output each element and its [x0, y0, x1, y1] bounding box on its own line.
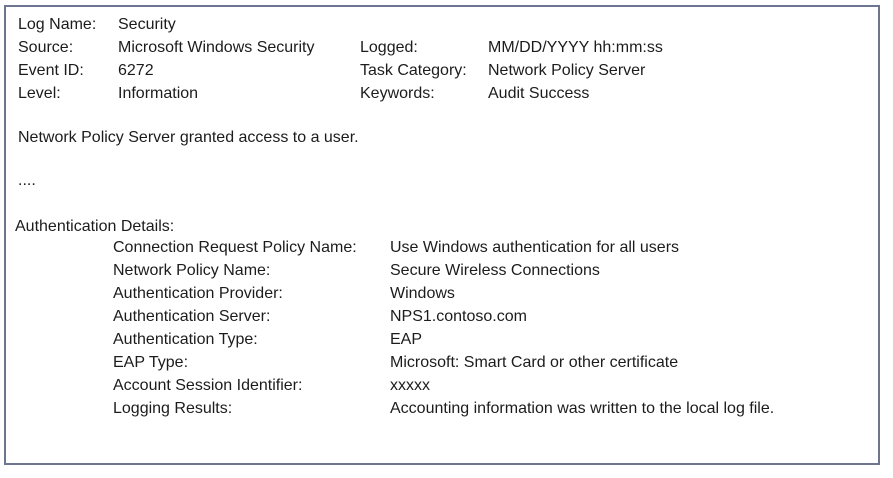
detail-row	[6, 282, 878, 305]
detail-label: Connection Request Policy Name:	[113, 239, 357, 256]
field-value: Network Policy Server	[488, 62, 646, 79]
detail-row	[6, 305, 878, 328]
field-label	[360, 13, 488, 36]
detail-value: Windows	[390, 285, 455, 302]
detail-value: Accounting information was written to the local log file.	[390, 400, 775, 417]
event-log-panel	[4, 5, 880, 465]
field-label: Level:	[18, 85, 61, 102]
detail-row	[6, 236, 878, 259]
event-header	[6, 13, 878, 105]
detail-value: Use Windows authentication for all users	[390, 239, 680, 256]
field-value: MM/DD/YYYY hh:mm:ss	[488, 39, 663, 56]
field-label: Log Name:	[18, 16, 97, 33]
detail-label: EAP Type:	[113, 354, 189, 371]
detail-value: NPS1.contoso.com	[390, 308, 527, 325]
ellipsis-text: ....	[18, 172, 36, 189]
field-value	[488, 13, 878, 36]
detail-label: Network Policy Name:	[113, 262, 271, 279]
field-label: Keywords:	[360, 85, 435, 102]
field-value: 6272	[118, 62, 154, 79]
field-label: Source:	[18, 39, 74, 56]
authentication-details	[6, 236, 878, 420]
detail-label: Logging Results:	[113, 400, 233, 417]
detail-label: Authentication Server:	[113, 308, 271, 325]
detail-label: Authentication Provider:	[113, 285, 283, 302]
detail-value: EAP	[390, 331, 423, 348]
event-message: Network Policy Server granted access to a user.	[18, 129, 359, 146]
header-row	[6, 59, 878, 82]
detail-label: Authentication Type:	[113, 331, 258, 348]
detail-row	[6, 397, 878, 420]
detail-label: Account Session Identifier:	[113, 377, 303, 394]
section-title: Authentication Details:	[15, 218, 175, 235]
field-value: Security	[118, 16, 176, 33]
detail-row	[6, 328, 878, 351]
field-label: Task Category:	[360, 62, 467, 79]
detail-value: Secure Wireless Connections	[390, 262, 600, 279]
detail-value: Microsoft: Smart Card or other certificate	[390, 354, 679, 371]
field-value: Audit Success	[488, 85, 590, 102]
field-label: Logged:	[360, 39, 418, 56]
detail-row	[6, 374, 878, 397]
field-value: Information	[118, 85, 199, 102]
header-row	[6, 13, 878, 36]
field-value: Microsoft Windows Security	[118, 39, 315, 56]
detail-value: xxxxx	[390, 377, 430, 394]
detail-row	[6, 351, 878, 374]
field-label: Event ID:	[18, 62, 84, 79]
header-row	[6, 82, 878, 105]
detail-row	[6, 259, 878, 282]
header-row	[6, 36, 878, 59]
